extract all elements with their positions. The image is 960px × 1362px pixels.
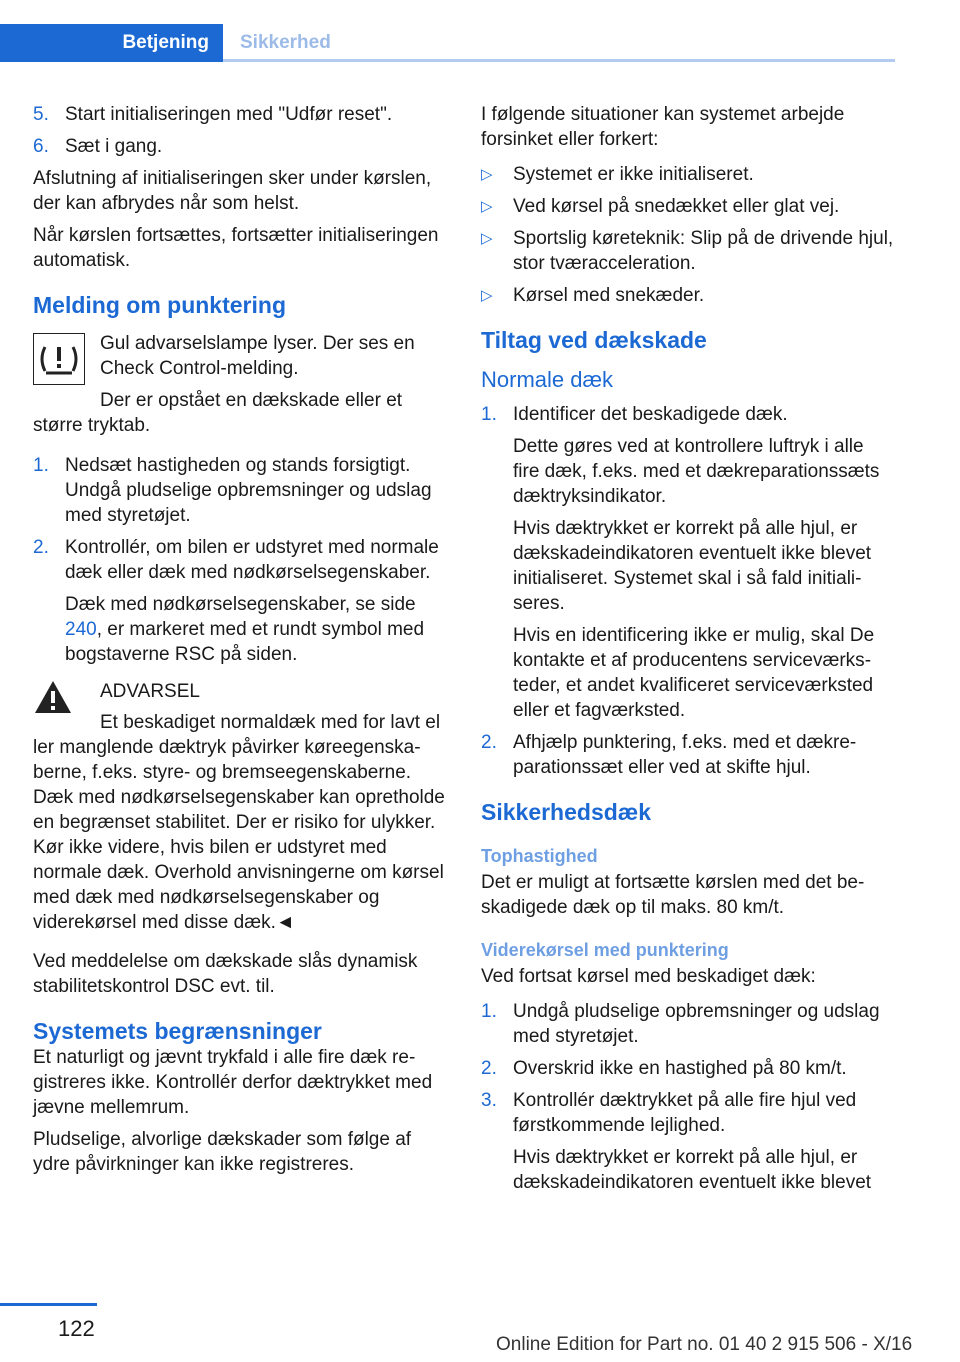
intro-text: I følgende situationer kan systemet arbejde forsinket eller forkert: [481,104,845,150]
list-item [481,999,895,1049]
bullet-arrow-icon: ▷ [481,198,493,215]
list-number: 1. [481,404,497,425]
tire-pressure-warning-icon [33,333,85,385]
sub-paragraph: Hvis en identificering ikke er mulig, skal De kontakte et af producentens serviceværksteder, et andet kvalificeret serviceværksted eller et fagværksted. [513,625,875,721]
list-number: 5. [33,104,49,125]
list-item [481,1088,895,1138]
list-number: 6. [33,136,49,157]
warning-triangle-icon [33,679,85,731]
paragraph: Et naturligt og jævnt trykfald i alle fire dæk registreres ikke. Kontrollér derfor dæktrykket med jævne mellemrum. [33,1047,433,1118]
paragraph: Afslutning af initialiseringen sker under kørslen, der kan afbrydes når som helst. [33,168,432,214]
list-item [481,226,895,276]
step-text: Undgå pludselige opbremsninger og udslag med styretøjet. [513,1001,880,1047]
right-column [481,102,895,1202]
page-link-240[interactable]: 240 [65,619,97,640]
dsc-note: Ved meddelelse om dækskade slås dynamisk stabilitetskontrol DSC evt. til. [33,951,418,997]
page-number-rule [0,1303,97,1306]
step-text: Sæt i gang. [65,136,163,157]
step-text: Kontrollér, om bilen er udstyret med normale dæk eller dæk med nødkørselsegenskaber. [65,537,439,583]
bullet-text: Kørsel med snekæder. [513,285,705,306]
rsc-text: , er markeret med et rundt symbol med bogstaverne RSC på siden. [65,619,425,665]
edition-footer: Online Edition for Part no. 01 40 2 915 506 - X/16 [496,1334,913,1355]
sub-paragraph: Hvis dæktrykket er korrekt på alle hjul, er dækskadeindikatoren eventuelt ikke blevet initialiseret. Systemet skal i så fald initialiseres. [513,518,872,614]
paragraph: Når kørslen fortsættes, fortsætter initialiseringen automatisk. [33,225,439,271]
bullet-arrow-icon: ▷ [481,230,493,247]
heading-limits: Systemets begrænsninger [33,1018,322,1044]
list-item [481,283,895,308]
step-text: Afhjælp punktering, f.eks. med et dækreparationssæt eller ved at skifte hjul. [513,732,857,778]
rsc-note [33,592,447,667]
page-number: 122 [58,1316,95,1341]
heading-topspeed: Tophastighed [481,846,598,866]
bullet-arrow-icon: ▷ [481,166,493,183]
list-item [33,453,447,528]
header-tabs [0,24,895,62]
step-text: Kontrollér dæktrykket på alle fire hjul ved førstkommende lejlighed. [513,1090,857,1136]
list-number: 1. [481,1001,497,1022]
bullet-text: Systemet er ikke initialiseret. [513,164,754,185]
warning-title: ADVARSEL [100,681,200,702]
list-number: 1. [33,455,49,476]
step-text: Nedsæt hastigheden og stands forsigtigt. Undgå pludselige opbremsninger og udslag med styretøjet. [65,455,432,526]
list-item [481,402,895,427]
topspeed-text: Det er muligt at fortsætte kørslen med det beskadigede dæk op til maks. 80 km/t. [481,872,865,918]
bullet-arrow-icon: ▷ [481,287,493,304]
list-number: 2. [481,732,497,753]
tab-sikkerhed[interactable]: Sikkerhed [240,32,331,53]
list-item [33,102,447,127]
list-number: 2. [481,1058,497,1079]
puncture-warning-row [33,331,447,438]
list-number: 2. [33,537,49,558]
list-item [33,134,447,159]
list-number: 3. [481,1090,497,1111]
tab-betjening[interactable]: Betjening [0,24,223,62]
list-item [481,1056,895,1081]
heading-puncture: Melding om punktering [33,292,286,318]
sub-paragraph: Dette gøres ved at kontrollere luftryk i alle fire dæk, f.eks. med et dækreparationssæts dæktryksindikator. [513,436,880,507]
list-item [481,162,895,187]
paragraph: Pludselige, alvorlige dækskader som følge af ydre påvirkninger kan ikke registreres. [33,1129,412,1175]
step-text: Overskrid ikke en hastighed på 80 km/t. [513,1058,847,1079]
list-item [33,535,447,585]
list-item [481,730,895,780]
header-divider [223,59,895,62]
warning-body: ler manglende dæktryk påvirker køreegenskaberne, f.eks. styre- og bremseegenskaberne. Dæk med nødkørselsegenskaber kan opretholde en begrænset stabilitet. Der er risiko for ulykker. Kør ikke videre, hvis bilen er udstyret med normale dæk. Overhold anvisningerne om kørsel med dæk med nødkørselsegenskaber og viderekørsel med disse dæk.◄ [33,737,445,933]
left-column [33,102,447,1184]
warning-lead: Et beskadiget normaldæk med for lavt el [100,712,441,733]
heading-continue: Viderekørsel med punktering [481,940,729,960]
damage-text: Der er opstået en dækskade eller et større tryktab. [33,390,403,436]
rsc-text: Dæk med nødkørselsegenskaber, se side [65,594,416,615]
heading-measures: Tiltag ved dækskade [481,327,707,353]
list-item [481,194,895,219]
bullet-text: Ved kørsel på snedækket eller glat vej. [513,196,840,217]
warning-lamp-text: Gul advarselslampe lyser. Der ses en Check Control-melding. [100,333,415,379]
warning-block [33,679,447,735]
continue-text: Ved fortsat kørsel med beskadiget dæk: [481,966,816,987]
step-text: Start initialiseringen med "Udfør reset". [65,104,393,125]
heading-normal-tires: Normale dæk [481,367,614,392]
bullet-text: Sportslig køreteknik: Slip på de drivende hjul, stor tværacceleration. [513,228,894,274]
step-text: Identificer det beskadigede dæk. [513,404,788,425]
sub-paragraph: Hvis dæktrykket er korrekt på alle hjul, er dækskadeindikatoren eventuelt ikke blevet [513,1147,872,1193]
heading-safety-tires: Sikkerhedsdæk [481,799,652,825]
